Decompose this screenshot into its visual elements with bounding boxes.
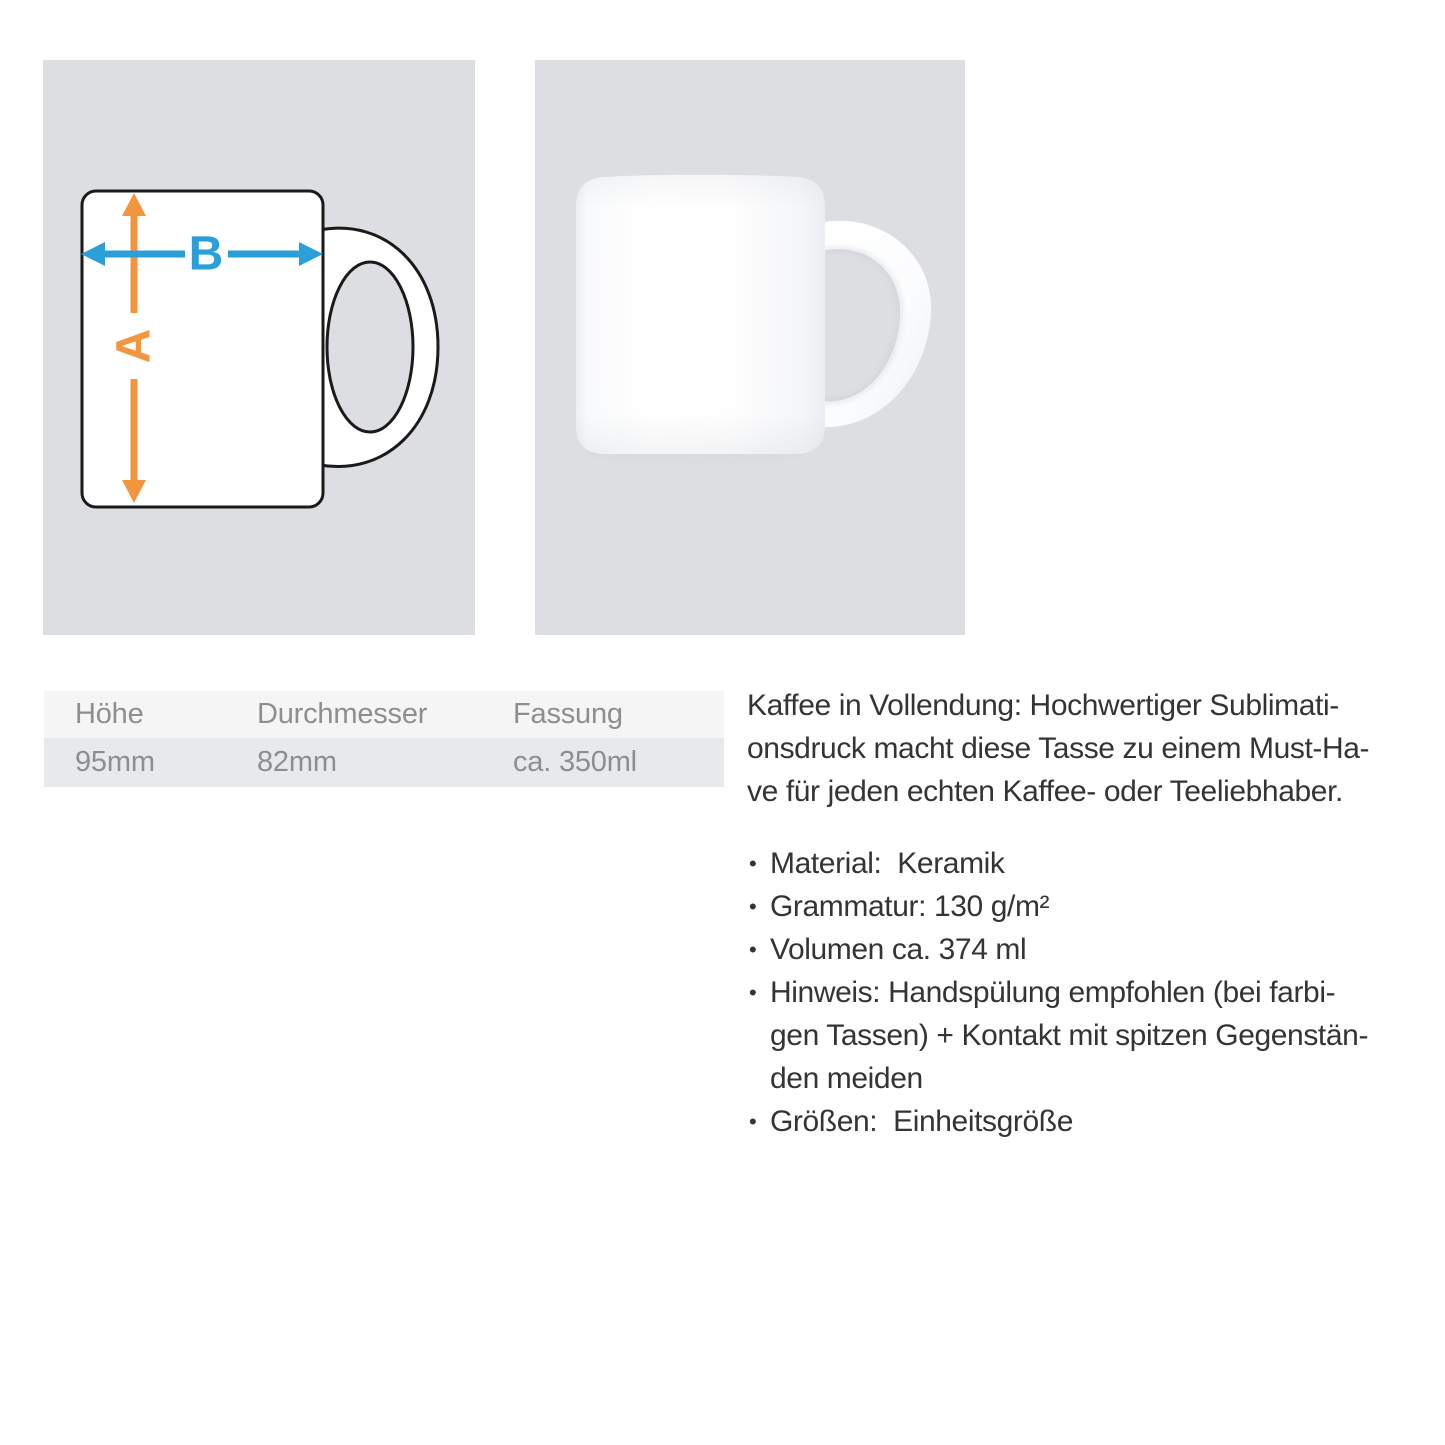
size-diagram-panel: [43, 60, 475, 635]
dimension-label-b: B: [188, 227, 224, 281]
list-item-text: Material: Keramik: [770, 847, 1005, 880]
list-item-groessen: [747, 1100, 1445, 1143]
mug-photo-body-shading: [576, 175, 825, 454]
mug-photo-handle: [818, 221, 931, 427]
list-item-hinweis: [747, 971, 1445, 1100]
bullet-icon: •: [749, 894, 757, 919]
list-item-text: Hinweis: Handspülung empfohlen (bei farbi- gen Tassen) + Kontakt mit spitzen Gegenstän- den meiden: [770, 976, 1369, 1095]
bullet-icon: •: [749, 851, 757, 876]
spec-table-value-row: [44, 738, 724, 787]
spec-header-durchmesser: Durchmesser: [257, 698, 428, 730]
bullet-icon: •: [749, 1109, 757, 1134]
dimension-label-a: A: [107, 328, 161, 364]
description-block: [747, 684, 1445, 1143]
list-item-grammatur: [747, 885, 1445, 928]
spec-value-fassung: ca. 350ml: [513, 746, 637, 778]
list-item-text: Volumen ca. 374 ml: [770, 933, 1027, 966]
spec-table-header-row: [44, 691, 724, 738]
bullet-icon: •: [749, 937, 757, 962]
list-item-volumen: [747, 928, 1445, 971]
spec-bullet-list: [747, 842, 1445, 1143]
list-item-text: Grammatur: 130 g/m²: [770, 890, 1050, 923]
spec-value-hoehe: 95mm: [75, 746, 155, 778]
spec-header-hoehe: Höhe: [75, 698, 144, 730]
product-photo-panel: [535, 60, 965, 635]
mug-dimension-diagram: [43, 60, 475, 635]
description-intro: Kaffee in Vollendung: Hochwertiger Sublimati- onsdruck macht diese Tasse zu einem Must-Ha- ve für jeden echten Kaffee- oder Teeliebhaber.: [747, 689, 1370, 808]
spec-table: [44, 691, 724, 787]
mug-outline-handle-hole: [327, 262, 413, 432]
spec-value-durchmesser: 82mm: [257, 746, 337, 778]
spec-header-fassung: Fassung: [513, 698, 623, 730]
bullet-icon: •: [749, 980, 757, 1005]
list-item-text: Größen: Einheitsgröße: [770, 1105, 1074, 1138]
mug-photo: [535, 60, 965, 635]
list-item-material: [747, 842, 1445, 885]
